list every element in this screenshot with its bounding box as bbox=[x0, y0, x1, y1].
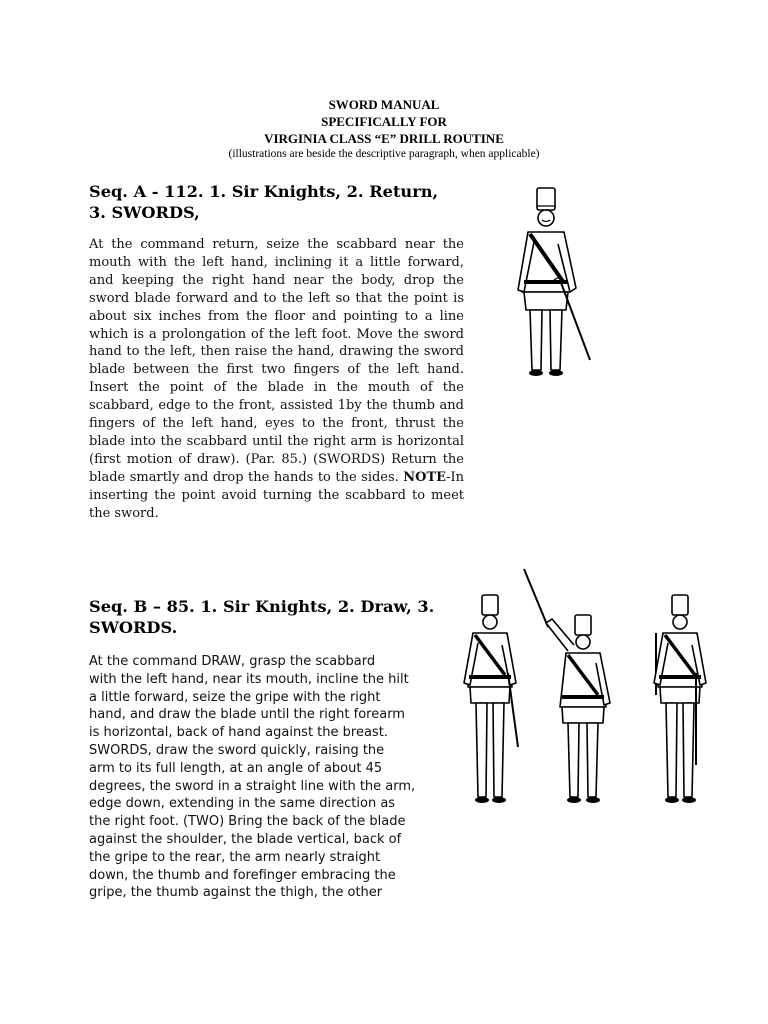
document-header bbox=[0, 96, 768, 162]
section-a-body-text: At the command return, seize the scabbard near the mouth with the left hand, inclining it a little forward, and keeping the right hand near the body, drop the sword blade forward and to the left so that the point is about six inches from the floor and pointing to a line which is a prolongation of the left foot. Move the sword hand to the left, then raise the hand, drawing the sword blade between the first two fingers of the left hand. Insert the point of the blade in the mouth of the scabbard, edge to the front, assisted 1by the thumb and fingers of the left hand, eyes to the front, thrust the blade into the scabbard until the right arm is horizontal (first motion of draw). (Par. 85.) (SWORDS) Return the blade smartly and drop the hands to the sides. bbox=[89, 237, 464, 485]
section-b-heading-line-2: SWORDS. bbox=[89, 618, 178, 637]
title-line-3: VIRGINIA CLASS “E” DRILL ROUTINE bbox=[264, 131, 504, 146]
note-text: -In inserting the point avoid turning the scabbard to meet the sword. bbox=[89, 469, 464, 521]
note-label: NOTE bbox=[403, 469, 447, 485]
section-b-line: with the left hand, near its mouth, incline the hilt bbox=[89, 671, 409, 687]
section-b-line: gripe, the thumb against the thigh, the other bbox=[89, 885, 383, 901]
section-a-heading-line-1: Seq. A - 112. 1. Sir Knights, 2. Return, bbox=[89, 182, 439, 201]
section-b-line: At the command DRAW, grasp the scabbard bbox=[89, 654, 376, 669]
section-b-line: SWORDS, draw the sword quickly, raising the bbox=[89, 742, 385, 758]
section-b-line: the gripe to the rear, the arm nearly straight bbox=[89, 849, 381, 865]
section-a-heading bbox=[89, 181, 469, 223]
knights-drawing-sword-illustration bbox=[460, 565, 720, 810]
title-line-1: SWORD MANUAL bbox=[328, 97, 440, 112]
section-b-line: degrees, the sword in a straight line with the arm, bbox=[89, 778, 416, 794]
document-subtitle: (illustrations are beside the descriptive paragraph, when applicable) bbox=[228, 148, 540, 160]
section-a-paragraph bbox=[89, 236, 464, 523]
knight-figure-3 bbox=[654, 595, 706, 803]
section-b-line: a little forward, seize the gripe with the right bbox=[89, 689, 381, 705]
section-b-line: edge down, extending in the same direction as bbox=[89, 796, 396, 812]
section-b-line: against the shoulder, the blade vertical, back of bbox=[89, 831, 402, 847]
section-b-paragraph bbox=[89, 653, 469, 902]
section-b-line: the right foot. (TWO) Bring the back of the blade bbox=[89, 814, 406, 830]
section-b-line: is horizontal, back of hand against the breast. bbox=[89, 725, 388, 741]
knight-returning-sword-illustration bbox=[510, 180, 605, 385]
knight-figure-2 bbox=[524, 569, 610, 803]
section-b-line: arm to its full length, at an angle of about 45 bbox=[89, 760, 383, 776]
section-b-heading bbox=[89, 596, 449, 638]
title-line-2: SPECIFICALLY FOR bbox=[321, 114, 447, 129]
section-b-line: down, the thumb and forefinger embracing the bbox=[89, 867, 396, 883]
section-b-line: hand, and draw the blade until the right forearm bbox=[89, 707, 405, 723]
section-b-heading-line-1: Seq. B – 85. 1. Sir Knights, 2. Draw, 3. bbox=[89, 597, 435, 616]
section-a-heading-line-2: 3. SWORDS, bbox=[89, 203, 200, 222]
knight-figure-1 bbox=[464, 595, 518, 803]
